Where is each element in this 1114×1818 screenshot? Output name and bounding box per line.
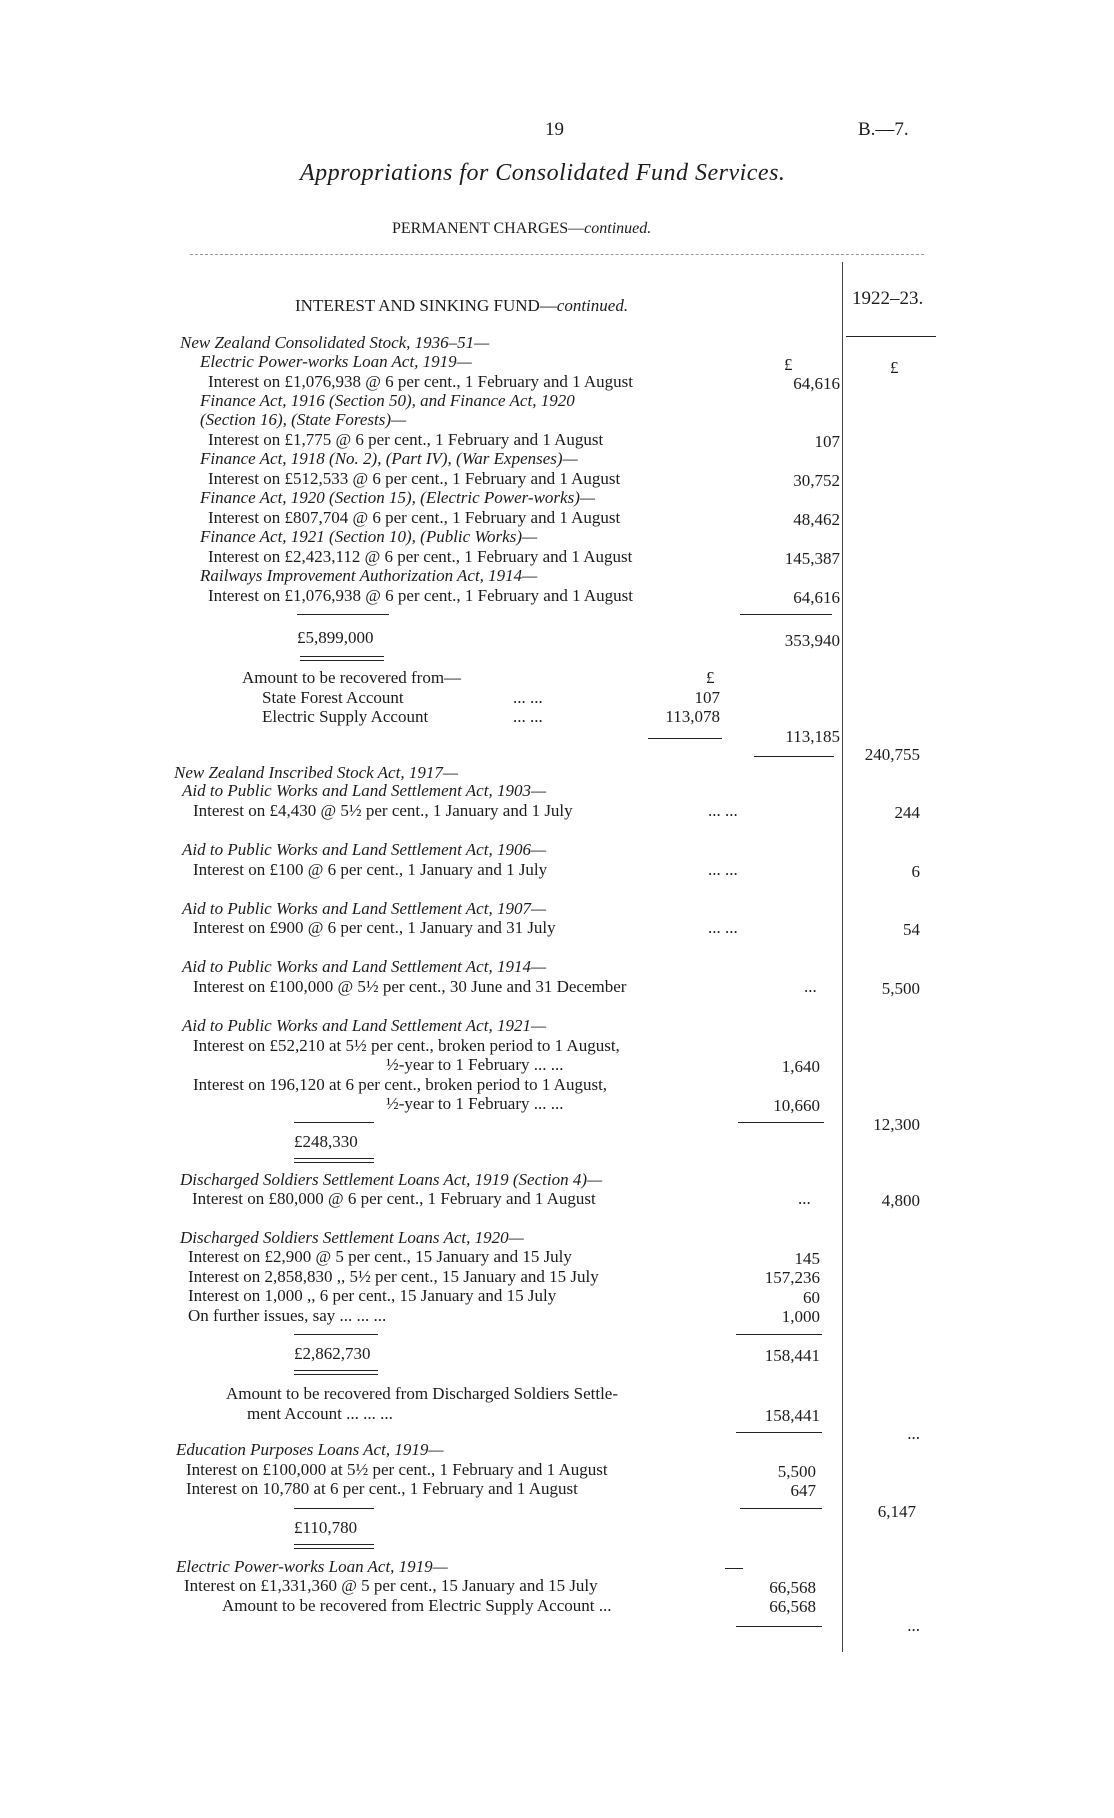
recovered-account: Electric Supply Account [262,707,429,726]
discharged-1920-total: 158,441 [764,1346,820,1365]
amount-unit: £ [784,355,793,374]
consolidated-line: Finance Act, 1918 (No. 2), (Part IV), (War Expenses)— [200,449,578,468]
inscribed-act: Aid to Public Works and Land Settlement Act, 1907— [182,899,547,918]
discharged-1920-act: Discharged Soldiers Settlement Loans Act, 1920— [180,1228,524,1247]
inscribed-interest-line: Interest on £100,000 @ 5½ per cent., 30 June and 31 December [193,977,627,996]
discharged-1920-line: Interest on £2,900 @ 5 per cent., 15 January and 15 July [188,1247,572,1266]
education-line: Interest on £100,000 at 5½ per cent., 1 February and 1 August [186,1460,608,1479]
consolidated-line: Interest on £512,533 @ 6 per cent., 1 February and 1 August [208,469,621,488]
recovered-rule [648,738,722,739]
consolidated-stock-title: New Zealand Consolidated Stock, 1936–51— [180,333,490,352]
electric-line: Amount to be recovered from Electric Supply Account ... [222,1596,612,1615]
amount: 64,616 [793,588,840,607]
recovered-amount: 113,078 [665,707,720,726]
consolidated-line: Interest on £2,423,112 @ 6 per cent., 1 February and 1 August [208,547,633,566]
act-1921-amount: 10,660 [773,1096,820,1115]
act-1921-line: Interest on 196,120 at 6 per cent., broken period to 1 August, [193,1075,608,1094]
section-heading [295,296,628,316]
inscribed-interest-line: Interest on £900 @ 6 per cent., 1 January and 31 July [193,918,556,937]
consolidated-line: Interest on £1,775 @ 6 per cent., 1 February and 1 August [208,430,604,449]
education-principal: £110,780 [294,1518,358,1537]
consolidated-line: Interest on £807,704 @ 6 per cent., 1 February and 1 August [208,508,621,527]
act-1921-double-rule [294,1158,374,1163]
recovered-dots: ... ... [513,688,543,707]
recovered-dots: ... ... [513,707,543,726]
electric-amount-rule [736,1626,822,1627]
discharged-1920-amount-rule [736,1334,822,1335]
electric-dash [725,1568,743,1569]
discharged-1920-recovered-line: ment Account ... ... ... [247,1404,393,1423]
discharged-1920-net: ... [907,1424,920,1443]
amount: 48,462 [793,510,840,529]
consolidated-line: Electric Power-works Loan Act, 1919— [200,352,472,371]
act-1921-line: ½-year to 1 February ... ... [386,1094,564,1113]
section-heading-text: INTEREST AND SINKING FUND— [295,296,557,315]
discharged-1919-line: Interest on £80,000 @ 6 per cent., 1 February and 1 August [192,1189,596,1208]
inscribed-dots: ... ... [708,801,738,820]
principal-rule [297,614,389,615]
inscribed-act-1921: Aid to Public Works and Land Settlement Act, 1921— [182,1016,547,1035]
consolidated-line: (Section 16), (State Forests)— [200,410,407,429]
inscribed-act: Aid to Public Works and Land Settlement Act, 1906— [182,840,547,859]
subtitle-continued: continued. [584,220,652,237]
act-1921-principal: £248,330 [294,1132,358,1151]
education-amount-rule [740,1508,822,1509]
recovered-label: Amount to be recovered from— [242,668,462,687]
electric-amount: 66,568 [769,1597,816,1616]
discharged-1920-principal-rule [294,1334,378,1335]
inscribed-amount: 54 [903,920,920,939]
act-1921-total: 12,300 [873,1115,920,1134]
recovered-total: 113,185 [785,727,840,746]
education-act: Education Purposes Loans Act, 1919— [176,1440,444,1459]
amount: 30,752 [793,471,840,490]
page-title: Appropriations for Consolidated Fund Services. [300,160,786,186]
discharged-1920-amount: 60 [803,1288,820,1307]
education-double-rule [294,1544,374,1549]
inscribed-dots: ... [804,977,817,996]
discharged-1920-amount: 1,000 [781,1307,820,1326]
page-number: 19 [545,119,564,140]
subtitle-text: PERMANENT CHARGES— [392,220,585,237]
section-heading-continued: continued. [556,296,629,315]
discharged-1919-amount: 4,800 [881,1191,920,1210]
inscribed-amount: 5,500 [881,979,920,998]
inscribed-amount: 6 [911,862,920,881]
discharged-1920-principal: £2,862,730 [294,1344,371,1363]
header-divider [190,254,924,255]
amount: 107 [814,432,840,451]
discharged-1920-recovered: 158,441 [764,1406,820,1425]
consolidated-total: 353,940 [784,631,840,650]
amount: 64,616 [793,374,840,393]
discharged-1920-line: Interest on 1,000 ,, 6 per cent., 15 January and 15 July [188,1286,557,1305]
recovered-account: State Forest Account [262,688,404,707]
discharged-1920-recovered-rule [736,1432,822,1433]
discharged-1920-double-rule [294,1370,378,1375]
education-principal-rule [294,1508,374,1509]
consolidated-line: Railways Improvement Authorization Act, 1914— [200,566,538,585]
electric-net: ... [907,1616,920,1635]
act-1921-amount: 1,640 [781,1057,820,1076]
education-total: 6,147 [877,1502,916,1521]
subtitle [392,219,651,239]
principal-double-rule [300,656,384,661]
act-1921-principal-rule [294,1122,374,1123]
consolidated-principal-total: £5,899,000 [297,628,374,647]
year-column-unit: £ [890,358,899,377]
consolidated-line: Finance Act, 1921 (Section 10), (Public Works)— [200,527,538,546]
education-line: Interest on 10,780 at 6 per cent., 1 February and 1 August [186,1479,578,1498]
amount: 145,387 [784,549,840,568]
act-1921-line: Interest on £52,210 at 5½ per cent., broken period to 1 August, [193,1036,620,1055]
document-reference: B.—7. [858,119,909,140]
inscribed-interest-line: Interest on £4,430 @ 5½ per cent., 1 January and 1 July [193,801,573,820]
education-amount: 5,500 [777,1462,816,1481]
education-amount: 647 [790,1481,816,1500]
discharged-1920-amount: 157,236 [764,1268,820,1287]
inscribed-interest-line: Interest on £100 @ 6 per cent., 1 January and 1 July [193,860,548,879]
electric-amount: 66,568 [769,1578,816,1597]
discharged-1920-recovered-line: Amount to be recovered from Discharged Soldiers Settle- [226,1384,618,1403]
inscribed-amount: 244 [894,803,920,822]
discharged-1920-line: Interest on 2,858,830 ,, 5½ per cent., 15 January and 15 July [188,1267,599,1286]
year-title-rule [846,336,936,337]
electric-act: Electric Power-works Loan Act, 1919— [176,1557,448,1576]
inscribed-dots: ... ... [708,918,738,937]
discharged-1920-line: On further issues, say ... ... ... [188,1306,387,1325]
recovered-amount: 107 [694,688,720,707]
recovered-unit: £ [706,668,715,687]
act-1921-amount-rule [738,1122,824,1123]
act-1921-line: ½-year to 1 February ... ... [386,1055,564,1074]
amount-rule [740,614,832,615]
discharged-1919-dots: ... [798,1189,811,1208]
discharged-1919-act: Discharged Soldiers Settlement Loans Act, 1919 (Section 4)— [180,1170,603,1189]
inscribed-act: Aid to Public Works and Land Settlement Act, 1903— [182,781,547,800]
year-column-title: 1922–23. [852,288,924,309]
inscribed-act: Aid to Public Works and Land Settlement Act, 1914— [182,957,547,976]
consolidated-line: Interest on £1,076,938 @ 6 per cent., 1 February and 1 August [208,372,633,391]
consolidated-line: Finance Act, 1916 (Section 50), and Finance Act, 1920 [200,391,575,410]
consolidated-line: Finance Act, 1920 (Section 15), (Electric Power-works)— [200,488,595,507]
discharged-1920-amount: 145 [794,1249,820,1268]
inscribed-stock-title: New Zealand Inscribed Stock Act, 1917— [174,763,458,782]
consolidated-line: Interest on £1,076,938 @ 6 per cent., 1 February and 1 August [208,586,633,605]
inscribed-dots: ... ... [708,860,738,879]
consolidated-net: 240,755 [864,745,920,764]
electric-line: Interest on £1,331,360 @ 5 per cent., 15 January and 15 July [184,1576,598,1595]
